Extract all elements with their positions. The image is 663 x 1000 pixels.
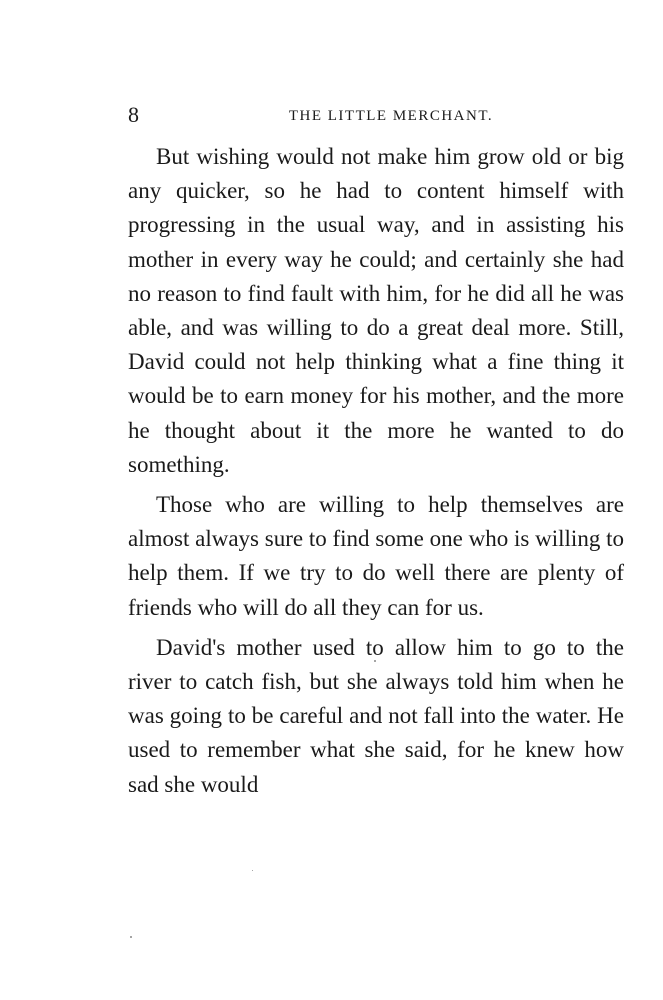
body-text [128, 140, 624, 802]
paragraph-3: David's mother used to allow him to go to the river to catch fish, but she always told him when he was going to be careful and not fall into the water. He used to remember what she said, for he knew how sad she would [128, 634, 624, 797]
paper-speck [130, 936, 132, 938]
page-number: 8 [128, 102, 139, 127]
paper-speck [374, 660, 376, 662]
paragraph-1: But wishing would not make him grow old or big any quicker, so he had to content himself with progressing in the usual way, and in assisting his mother in every way he could; and certainly she had no reason to find fault with him, for he did all he was able, and was willing to do a great deal more. Still, David could not help thinking what a fine thing it would be to earn money for his mother, and the more he thought about it the more he wanted to do something. [128, 144, 624, 477]
paper-speck [252, 870, 253, 871]
running-title: THE LITTLE MERCHANT. [288, 108, 494, 124]
paragraph-2: Those who are willing to help themselves are almost always sure to find some one who is willing to help them. If we try to do well there are plenty of friends who will do all they can for us. [128, 492, 624, 620]
running-head [128, 100, 624, 130]
